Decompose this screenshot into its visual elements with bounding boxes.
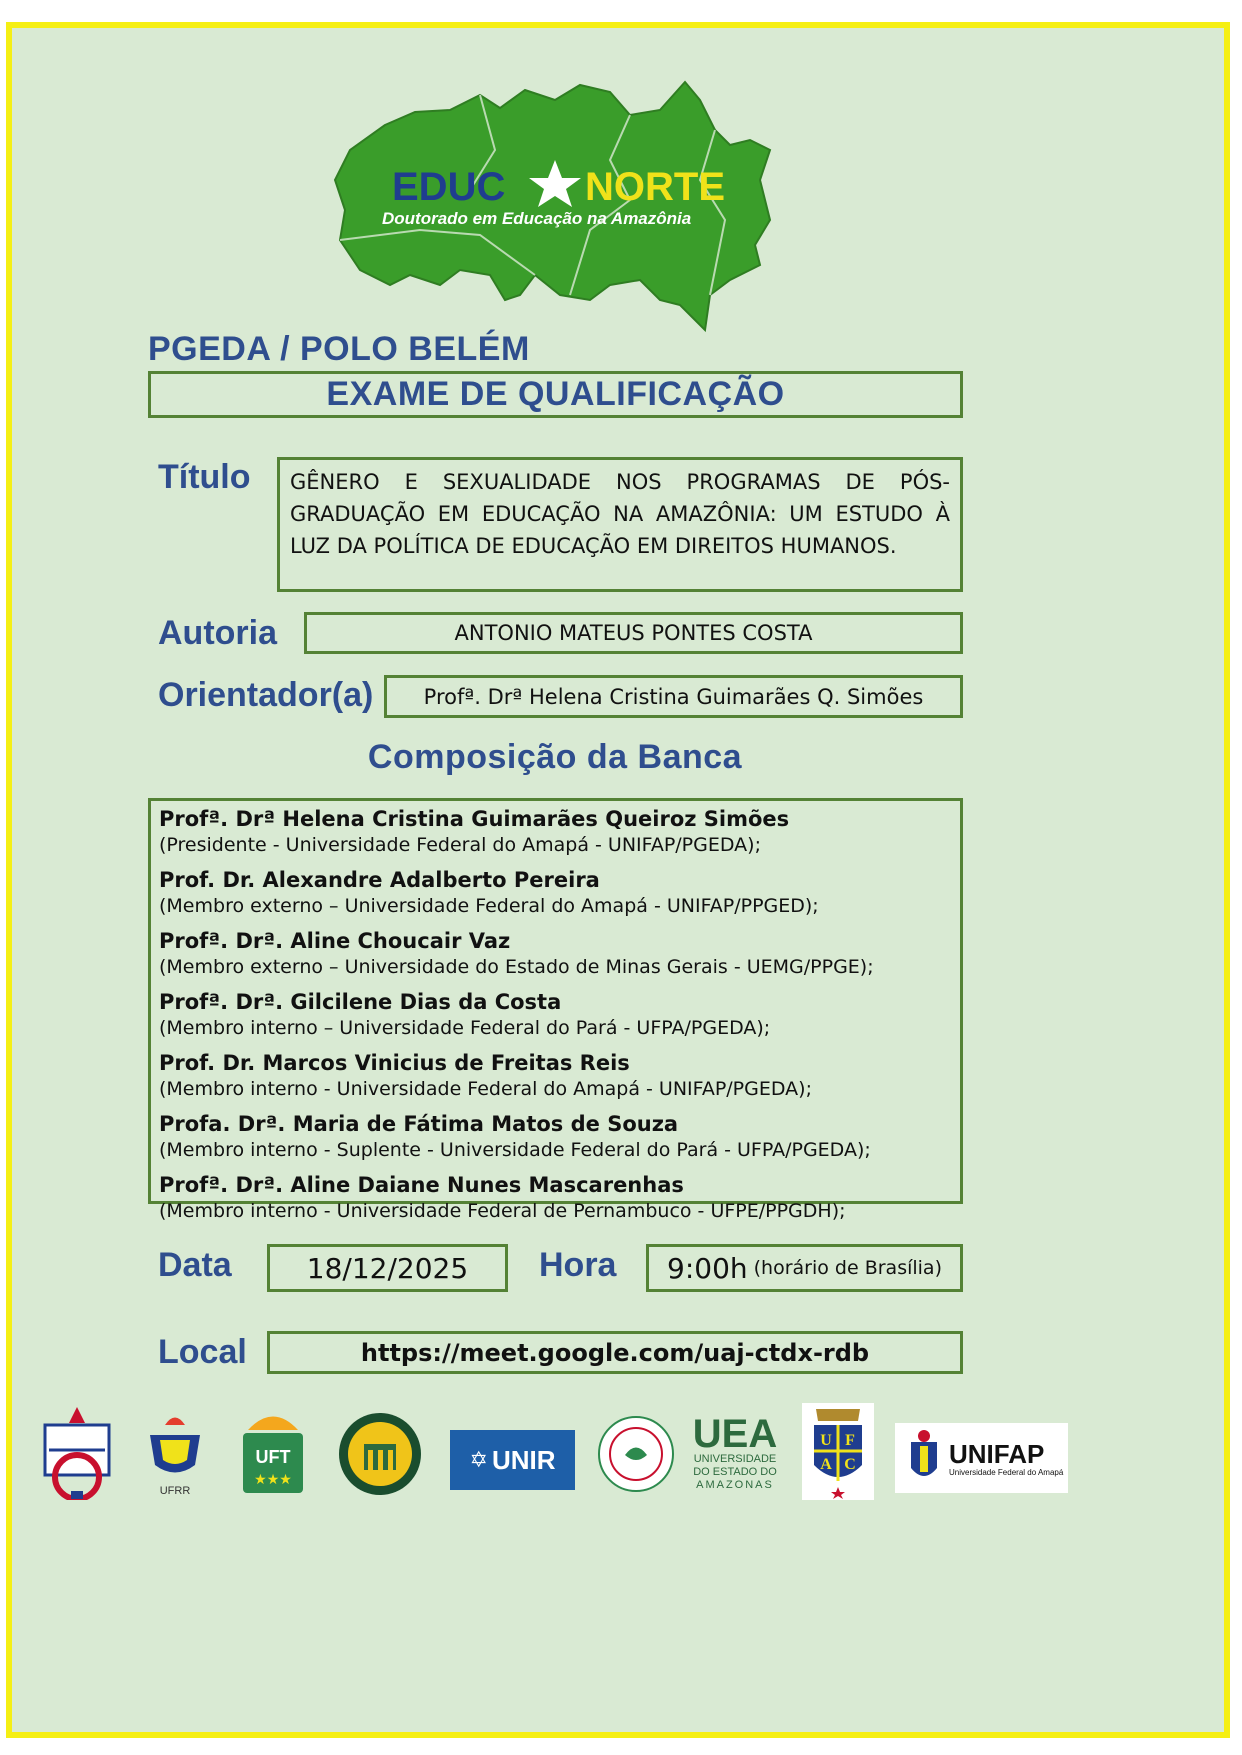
member-name: Profª. Drª. Aline Daiane Nunes Mascarenhas [159,1173,684,1197]
logo-subtitle: Doutorado em Educação na Amazônia [382,209,692,228]
svg-text:★★★: ★★★ [254,1472,292,1488]
date-value: 18/12/2025 [306,1251,469,1285]
place-label: Local [158,1333,247,1371]
committee-member [159,1050,952,1102]
unifap-logo [895,1423,1068,1493]
uft-text: UFT [255,1447,291,1467]
educ-norte-map-logo [330,70,780,340]
place-box [267,1331,963,1374]
committee-member [159,867,952,919]
member-role: (Membro externo – Universidade Federal do Amapá - UNIFAP/PPGED); [159,895,819,917]
author-box [304,612,963,654]
program-heading: PGEDA / POLO BELÉM [148,330,530,368]
title-label: Título [158,458,251,496]
member-name: Profª. Drª. Gilcilene Dias da Costa [159,990,562,1014]
member-role: (Presidente - Universidade Federal do Amapá - UNIFAP/PGEDA); [159,834,761,856]
unifap-text: UNIFAP [949,1438,1045,1469]
advisor-name: Profª. Drª Helena Cristina Guimarães Q. Simões [423,684,924,709]
meeting-link[interactable]: https://meet.google.com/uaj-ctdx-rdb [360,1338,870,1367]
date-label: Data [158,1246,232,1284]
member-name: Prof. Dr. Alexandre Adalberto Pereira [159,868,600,892]
member-role: (Membro interno - Universidade Federal do Amapá - UNIFAP/PGEDA); [159,1078,812,1100]
unir-text: UNIR [491,1444,556,1475]
ufam-logo [597,1415,675,1493]
time-note: (horário de Brasília) [753,1257,942,1279]
logo-educ: EDUC [392,165,506,209]
member-role: (Membro interno - Universidade Federal de Pernambuco - UFPE/PPGDH); [159,1200,846,1222]
member-role: (Membro interno – Universidade Federal do Pará - UFPA/PGEDA); [159,1017,771,1039]
exam-heading: EXAME DE QUALIFICAÇÃO [326,375,785,413]
committee-member [159,989,952,1041]
ufrr-logo [135,1410,215,1500]
thesis-title: GÊNERO E SEXUALIDADE NOS PROGRAMAS DE PÓS-GRADUAÇÃO EM EDUCAÇÃO NA AMAZÔNIA: UM ESTUDO À LUZ DA POLÍTICA DE EDUCAÇÃO EM DIREITOS HUMANOS. [290,470,950,558]
advisor-label: Orientador(a) [158,676,374,714]
member-name: Prof. Dr. Marcos Vinicius de Freitas Reis [159,1051,630,1075]
ufac-a: A [820,1456,832,1473]
uea-sub3: AMAZONAS [696,1479,774,1491]
member-role: (Membro interno - Suplente - Universidade Federal do Pará - UFPA/PGEDA); [159,1139,871,1161]
committee-member [159,806,952,858]
exam-heading-box [148,371,963,418]
member-name: Profª. Drª. Aline Choucair Vaz [159,929,511,953]
committee-member [159,928,952,980]
unifap-emblem-icon [903,1428,945,1488]
advisor-box [384,675,963,718]
author-name: ANTONIO MATEUS PONTES COSTA [454,621,813,645]
time-box [646,1244,963,1292]
uea-sub2: DO ESTADO DO [693,1466,777,1478]
unir-star-icon: ✡ [469,1447,488,1473]
logo-norte: NORTE [585,165,725,209]
uea-sub1: UNIVERSIDADE [693,1453,777,1465]
title-box [277,457,963,592]
committee-member [159,1172,952,1224]
committee-member [159,1111,952,1163]
committee-box [148,798,963,1222]
member-name: Profa. Drª. Maria de Fátima Matos de Souza [159,1112,679,1136]
upf-emblem-logo [338,1410,423,1498]
time-label: Hora [539,1246,617,1284]
uft-logo [238,1408,308,1498]
time-value: 9:00h [667,1251,748,1285]
ufpa-logo [35,1405,120,1500]
committee-heading: Composição da Banca [367,738,743,776]
unir-logo [450,1430,575,1490]
member-name: Profª. Drª Helena Cristina Guimarães Queiroz Simões [159,807,790,831]
author-label: Autoria [158,614,277,652]
uea-text: UEA [692,1412,778,1456]
ufrr-text: UFRR [159,1485,191,1497]
ufac-u: U [820,1432,832,1449]
member-role: (Membro externo – Universidade do Estado de Minas Gerais - UEMG/PPGE); [159,956,874,978]
uea-logo [692,1412,778,1492]
unifap-sub: Universidade Federal do Amapá [949,1467,1064,1477]
date-box [267,1244,508,1292]
ufac-c: C [844,1456,856,1473]
ufac-f: F [845,1432,855,1449]
ufac-logo [802,1403,874,1500]
